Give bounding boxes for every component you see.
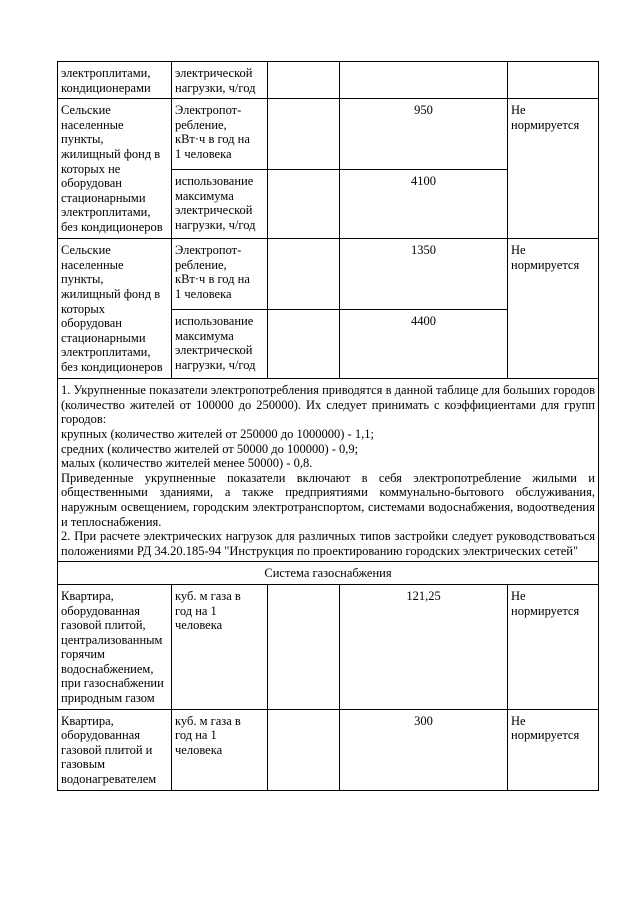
text-line: Электропот-: [175, 243, 242, 258]
text-line: электроплитами,: [61, 205, 151, 220]
text-line: ребление,: [175, 117, 227, 132]
text-line: использование: [175, 314, 254, 329]
text-line: нормируется: [511, 728, 580, 743]
text-line: Электропот-: [175, 103, 242, 118]
text-line: при газоснабжении: [61, 676, 164, 691]
text-line: кВт·ч в год на: [175, 132, 250, 147]
text-line: водонагревателем: [61, 772, 157, 787]
text-line: газовой плитой,: [61, 618, 146, 633]
text-line: 1 человека: [175, 286, 232, 301]
text-line: Квартира,: [61, 713, 114, 728]
empty-cell: [340, 62, 508, 99]
text-line: оборудованная: [61, 603, 140, 618]
value-cell: 300: [340, 709, 508, 790]
indicator-cell: [172, 239, 268, 310]
text-line: максимума: [175, 328, 234, 343]
text-line: электроплитами,: [61, 345, 151, 360]
indicator-cell: [172, 62, 268, 99]
text-line: кВт·ч в год на: [175, 272, 250, 287]
text-line: куб. м газа в: [175, 713, 241, 728]
text-line: год на 1: [175, 728, 217, 743]
category-cell: [58, 62, 172, 99]
section-title: Система газоснабжения: [58, 562, 599, 585]
empty-cell: [268, 584, 340, 709]
text-line: год на 1: [175, 603, 217, 618]
text-line: Не: [511, 588, 526, 603]
value-cell: 1350: [340, 239, 508, 310]
note-cell: [508, 584, 599, 709]
text-line: стационарными: [61, 190, 146, 205]
text-line: нормируется: [511, 117, 580, 132]
table-row: [58, 584, 599, 709]
table-row: [58, 239, 599, 310]
empty-cell: [268, 99, 340, 170]
text-line: ребление,: [175, 257, 227, 272]
indicator-cell: [172, 99, 268, 170]
note-paragraph: 1. Укрупненные показатели электропотребления приводятся в данной таблице для больших городов (количество жителей от 100000 до 250000). Их следует принимать с коэффициентами для групп городов:: [61, 383, 595, 427]
category-cell: [58, 99, 172, 239]
notes-cell: [58, 379, 599, 562]
text-line: централизованным: [61, 632, 163, 647]
text-line: населенные: [61, 117, 124, 132]
table-row: [58, 62, 599, 99]
note-cell: [508, 239, 599, 379]
text-line: без кондиционеров: [61, 219, 163, 234]
note-paragraph: Приведенные укрупненные показатели включают в себя электропотребление жилыми и общественными зданиями, а также предприятиями коммунально-бытового обслуживания, наружным освещением, городским электротранспортом, системами водоснабжения, водоотведения и теплоснабжения.: [61, 470, 595, 529]
text-line: которых не: [61, 161, 121, 176]
text-line: оборудован: [61, 176, 122, 191]
text-line: электроплитами,: [61, 66, 151, 80]
text-line: нагрузки, ч/год: [175, 217, 256, 232]
note-line: крупных (количество жителей от 250000 до 1000000) - 1,1;: [61, 426, 374, 441]
unit-cell: [172, 584, 268, 709]
text-line: пункты,: [61, 272, 104, 287]
empty-cell: [268, 62, 340, 99]
text-line: жилищный фонд в: [61, 286, 161, 301]
notes-row: [58, 379, 599, 562]
text-line: стационарными: [61, 330, 146, 345]
text-line: 1 человека: [175, 146, 232, 161]
text-line: населенные: [61, 257, 124, 272]
text-line: без кондиционеров: [61, 359, 163, 374]
text-line: оборудованная: [61, 728, 140, 743]
text-line: нагрузки, ч/год: [175, 357, 256, 372]
value-cell: 950: [340, 99, 508, 170]
text-line: пункты,: [61, 132, 104, 147]
note-cell: [508, 709, 599, 790]
category-cell: [58, 709, 172, 790]
text-line: оборудован: [61, 316, 122, 331]
text-line: водоснабжением,: [61, 661, 154, 676]
text-line: нормируется: [511, 603, 580, 618]
note-line: малых (количество жителей менее 50000) - 0,8.: [61, 456, 313, 471]
text-line: использование: [175, 174, 254, 189]
text-line: жилищный фонд в: [61, 146, 161, 161]
value-cell: 4400: [340, 310, 508, 379]
empty-cell: [268, 709, 340, 790]
note-cell: [508, 99, 599, 239]
text-line: газовым: [61, 757, 106, 772]
table-row: [58, 99, 599, 170]
text-line: Не: [511, 103, 526, 118]
text-line: электрической: [175, 66, 253, 80]
norms-table: [57, 61, 599, 791]
text-line: электрической: [175, 203, 253, 218]
value-cell: 121,25: [340, 584, 508, 709]
indicator-cell: [172, 310, 268, 379]
text-line: которых: [61, 301, 105, 316]
text-line: Сельские: [61, 243, 111, 258]
text-line: куб. м газа в: [175, 588, 241, 603]
section-header-row: [58, 562, 599, 585]
empty-cell: [268, 170, 340, 239]
text-line: нагрузки, ч/год: [175, 80, 256, 95]
text-line: кондиционерами: [61, 80, 151, 95]
text-line: человека: [175, 618, 223, 633]
category-cell: [58, 239, 172, 379]
unit-cell: [172, 709, 268, 790]
value-cell: 4100: [340, 170, 508, 239]
text-line: человека: [175, 742, 223, 757]
table-row: [58, 709, 599, 790]
text-line: нормируется: [511, 257, 580, 272]
text-line: Не: [511, 713, 526, 728]
text-line: горячим: [61, 647, 105, 662]
note-line: средних (количество жителей от 50000 до 100000) - 0,9;: [61, 441, 359, 456]
text-line: природным газом: [61, 691, 155, 706]
text-line: электрической: [175, 343, 253, 358]
note-paragraph: 2. При расчете электрических нагрузок для различных типов застройки следует руководствоваться положениями РД 34.20.185-94 "Инструкция по проектированию городских электрических сетей": [61, 529, 595, 558]
empty-cell: [268, 239, 340, 310]
text-line: максимума: [175, 188, 234, 203]
text-line: Квартира,: [61, 588, 114, 603]
text-line: газовой плитой и: [61, 742, 153, 757]
empty-cell: [508, 62, 599, 99]
category-cell: [58, 584, 172, 709]
empty-cell: [268, 310, 340, 379]
text-line: Не: [511, 243, 526, 258]
text-line: Сельские: [61, 103, 111, 118]
indicator-cell: [172, 170, 268, 239]
